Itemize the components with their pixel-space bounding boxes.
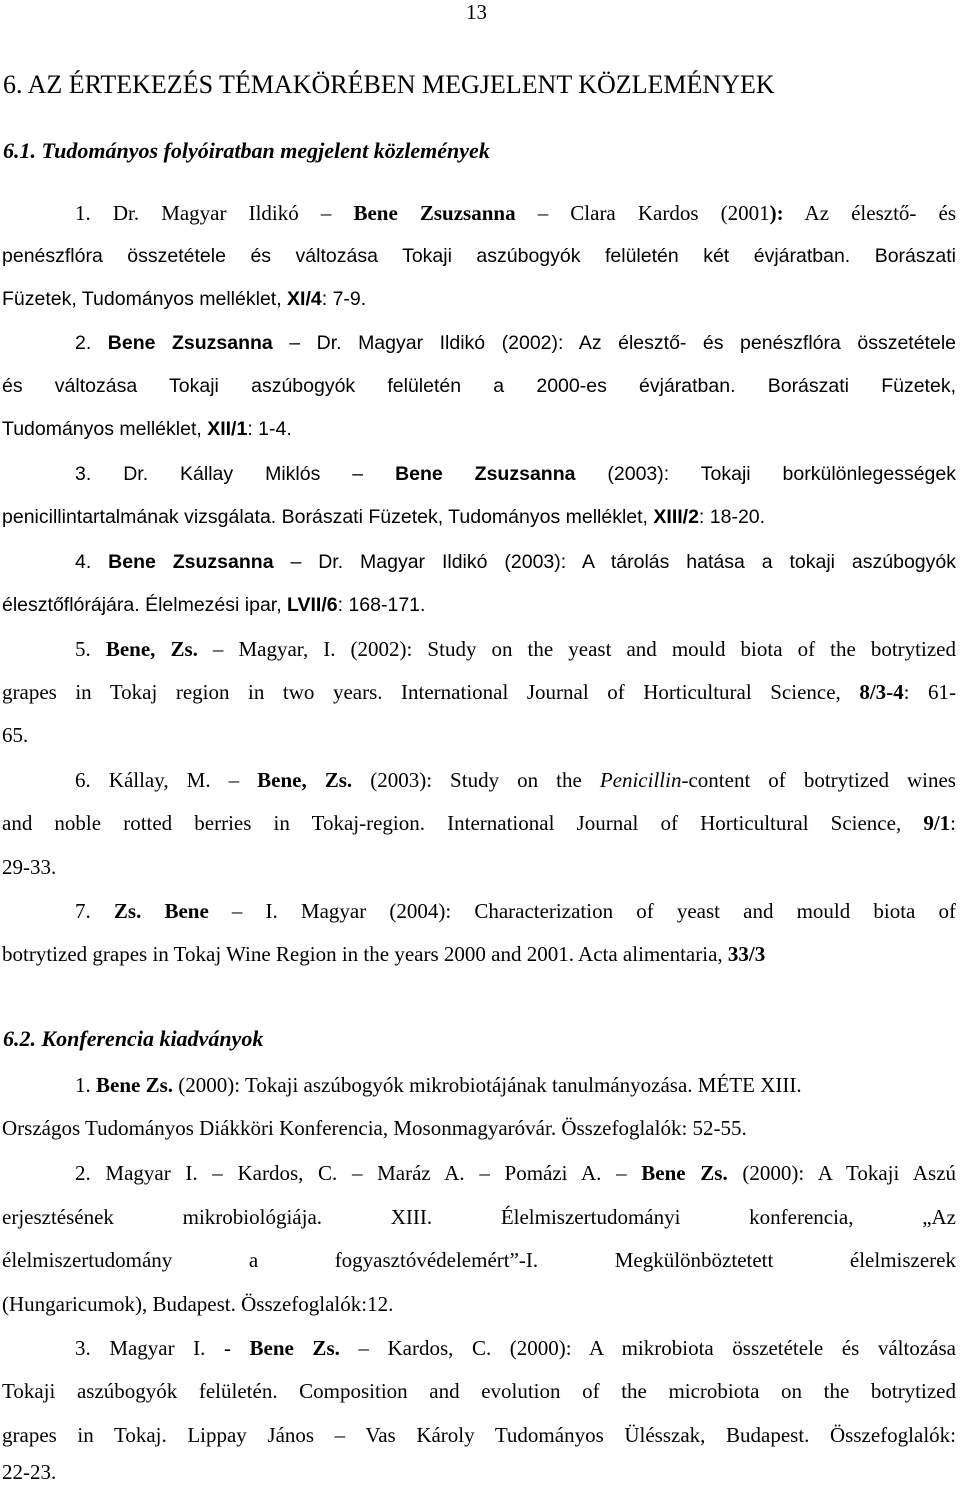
journal-ref-6-line-3: 29-33. <box>2 855 57 879</box>
conference-ref-1-line-1: 1. Bene Zs. (2000): Tokaji aszúbogyók mikrobiotájának tanulmányozása. MÉTE XIII. <box>75 1073 802 1097</box>
conference-ref-2-line-1: 2. Magyar I. – Kardos, C. – Maráz A. – Pomázi A. – Bene Zs. (2000): A Tokaji Aszú <box>75 1161 957 1185</box>
journal-ref-7-line-2: botrytized grapes in Tokaj Wine Region in the years 2000 and 2001. Acta alimentaria, 33/3 <box>2 942 766 966</box>
page-number: 13 <box>466 0 487 24</box>
conference-ref-2-line-2: erjesztésének mikrobiológiája. XIII. Élelmiszertudományi konferencia, „Az <box>2 1205 956 1229</box>
journal-ref-2-line-2: és változása Tokaji aszúbogyók felületén a 2000-es évjáratban. Borászati Füzetek, <box>2 375 956 397</box>
journal-ref-5-line-1: 5. Bene, Zs. – Magyar, I. (2002): Study on the yeast and mould biota of the botrytized <box>75 637 956 661</box>
conference-ref-3-line-4: 22-23. <box>2 1460 57 1484</box>
journal-ref-1-line-1: 1. Dr. Magyar Ildikó – Bene Zsuzsanna – Clara Kardos (2001): Az élesztő- és <box>75 201 956 225</box>
conference-ref-2-line-3: élelmiszertudomány a fogyasztóvédelemért”-I. Megkülönböztetett élelmiszerek <box>2 1248 956 1272</box>
journal-ref-3-line-2: penicillintartalmának vizsgálata. Borászati Füzetek, Tudományos melléklet, XIII/2: 18-20. <box>2 506 766 528</box>
journal-ref-4-line-1: 4. Bene Zsuzsanna – Dr. Magyar Ildikó (2003): A tárolás hatása a tokaji aszúbogyók <box>75 551 956 573</box>
conference-ref-3-line-3: grapes in Tokaj. Lippay János – Vas Károly Tudományos Ülésszak, Budapest. Összefoglalók: <box>2 1423 956 1447</box>
conference-ref-2-line-4: (Hungaricumok), Budapest. Összefoglalók:12. <box>2 1292 394 1316</box>
chapter-title: 6. AZ ÉRTEKEZÉS TÉMAKÖRÉBEN MEGJELENT KÖZLEMÉNYEK <box>3 70 775 99</box>
journal-ref-7-line-1: 7. Zs. Bene – I. Magyar (2004): Characterization of yeast and mould biota of <box>75 899 956 923</box>
journal-ref-5-line-3: 65. <box>2 723 29 747</box>
journal-ref-2-line-1: 2. Bene Zsuzsanna – Dr. Magyar Ildikó (2002): Az élesztő- és penészflóra összetétele <box>75 332 956 354</box>
journal-ref-1-line-2: penészflóra összetétele és változása Tokaji aszúbogyók felületén két évjáratban. Borászati <box>2 245 956 267</box>
section-heading-journals: 6.1. Tudományos folyóiratban megjelent közlemények <box>3 138 490 163</box>
section-heading-conferences: 6.2. Konferencia kiadványok <box>3 1026 264 1051</box>
conference-ref-3-line-2: Tokaji aszúbogyók felületén. Composition and evolution of the microbiota on the botrytized <box>2 1379 956 1403</box>
journal-ref-6-line-2: and noble rotted berries in Tokaj-region. International Journal of Horticultural Science, 9/1: <box>2 811 956 835</box>
journal-ref-6-line-1: 6. Kállay, M. – Bene, Zs. (2003): Study on the Penicillin-content of botrytized wines <box>75 768 956 792</box>
journal-ref-5-line-2: grapes in Tokaj region in two years. International Journal of Horticultural Science, 8/3-4: 61- <box>2 680 956 704</box>
journal-ref-2-line-3: Tudományos melléklet, XII/1: 1-4. <box>2 418 292 440</box>
conference-ref-3-line-1: 3. Magyar I. - Bene Zs. – Kardos, C. (2000): A mikrobiota összetétele és változása <box>75 1336 956 1360</box>
journal-ref-3-line-1: 3. Dr. Kállay Miklós – Bene Zsuzsanna (2003): Tokaji borkülönlegességek <box>75 463 956 485</box>
journal-ref-4-line-2: élesztőflórájára. Élelmezési ipar, LVII/6: 168-171. <box>2 594 426 616</box>
conference-ref-1-line-2: Országos Tudományos Diákköri Konferencia, Mosonmagyaróvár. Összefoglalók: 52-55. <box>2 1116 747 1140</box>
journal-ref-1-line-3: Füzetek, Tudományos melléklet, XI/4: 7-9. <box>2 288 367 310</box>
